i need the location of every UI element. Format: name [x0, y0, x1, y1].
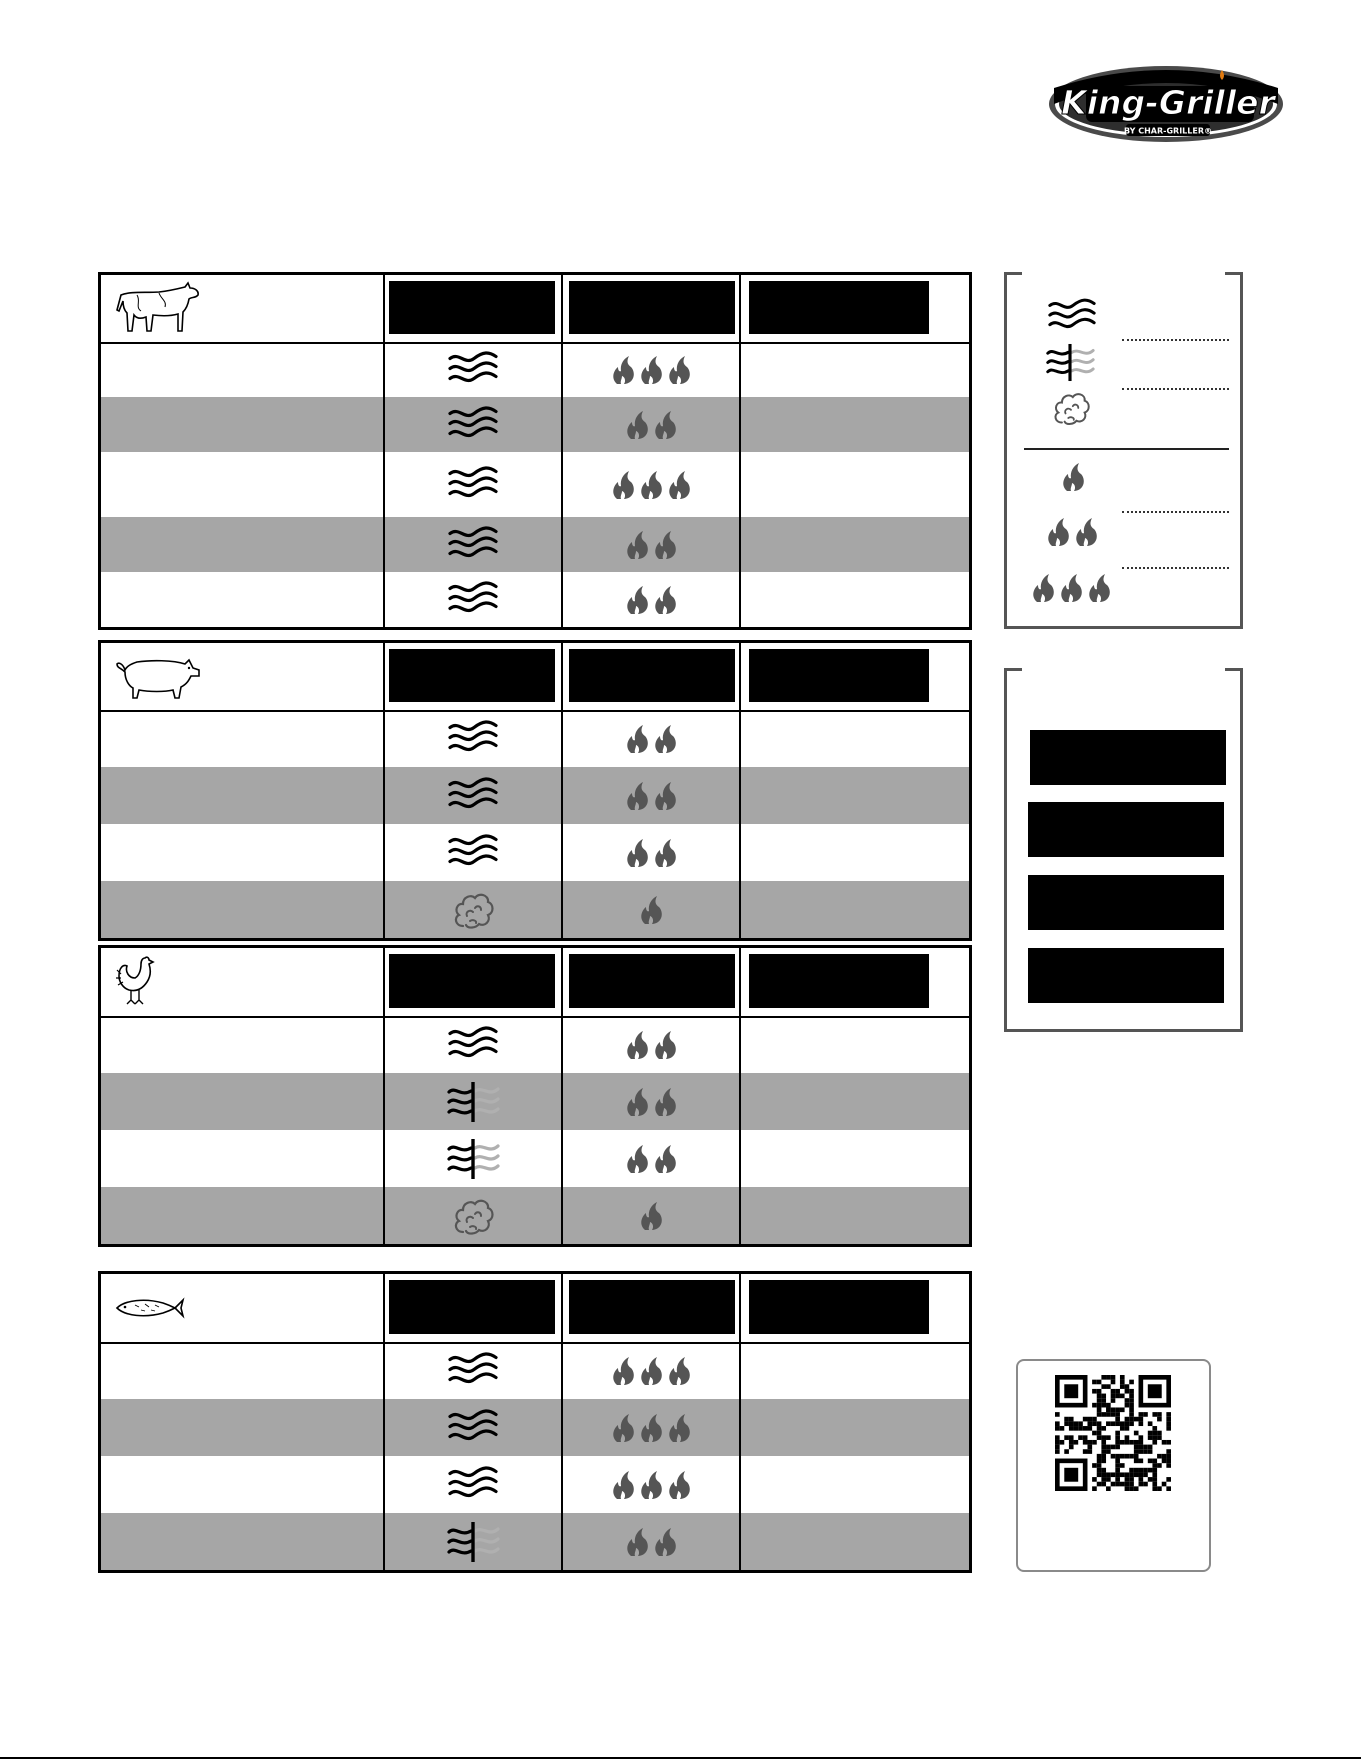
wavy-lines-icon — [384, 1399, 562, 1456]
table-row — [101, 1073, 969, 1130]
legend-dotted-line — [1122, 339, 1229, 341]
header-box-3 — [749, 1280, 929, 1334]
legend-dotted-line — [1122, 567, 1229, 569]
flame-rating-2 — [564, 710, 740, 767]
table-row — [101, 397, 969, 452]
legend-dotted-line — [1122, 511, 1229, 513]
wavy-lines-icon — [384, 342, 562, 397]
table-row — [101, 517, 969, 572]
tip-box-3 — [1028, 875, 1224, 930]
wavy-lines-icon — [384, 397, 562, 452]
flame-rating-2 — [564, 397, 740, 452]
table-row — [101, 767, 969, 824]
header-box-1 — [389, 281, 555, 334]
flame-rating-2 — [564, 572, 740, 627]
legend-divider — [1024, 448, 1229, 450]
wavy-lines-icon — [384, 767, 562, 824]
column-divider — [383, 643, 385, 938]
table-header — [101, 643, 969, 712]
tip-box-2 — [1028, 802, 1224, 857]
wavy-lines-icon — [384, 517, 562, 572]
table-row — [101, 1513, 969, 1570]
flame-rating-2 — [564, 1513, 740, 1570]
header-box-2 — [569, 649, 735, 702]
wavy-lines-icon — [384, 1456, 562, 1513]
smoke-cloud-icon — [384, 881, 562, 938]
column-divider — [561, 1274, 563, 1570]
column-divider — [739, 1274, 741, 1570]
table-header — [101, 948, 969, 1018]
wavy-lines-icon — [384, 710, 562, 767]
flame-rating-3 — [564, 452, 740, 517]
cooking-table-1 — [98, 272, 972, 630]
svg-text:King-Griller: King-Griller — [1061, 83, 1275, 122]
king-griller-logo — [1046, 58, 1286, 148]
table-row — [101, 1130, 969, 1187]
legend-panel — [1004, 272, 1243, 629]
column-divider — [739, 948, 741, 1244]
wavy-lines-icon — [384, 452, 562, 517]
legend-flame-rating-3 — [1030, 573, 1114, 603]
tips-panel — [1004, 668, 1243, 1032]
page-bottom-rule — [0, 1757, 1361, 1759]
chicken-icon — [115, 954, 161, 1015]
legend-wavy-lines-icon — [1047, 297, 1097, 340]
header-box-2 — [569, 1280, 735, 1334]
legend-half-wavy-lines-icon — [1045, 343, 1095, 387]
svg-text:BY CHAR-GRILLER®: BY CHAR-GRILLER® — [1124, 126, 1212, 136]
header-box-2 — [569, 954, 735, 1008]
header-box-3 — [749, 954, 929, 1008]
column-divider — [561, 948, 563, 1244]
half-wavy-lines-icon — [384, 1073, 562, 1130]
legend-flame-rating-1 — [1060, 462, 1088, 492]
smoke-cloud-icon — [384, 1187, 562, 1244]
legend-dotted-line — [1122, 388, 1229, 390]
column-divider — [383, 1274, 385, 1570]
flame-rating-3 — [564, 342, 740, 397]
table-row — [101, 1342, 969, 1399]
legend-smoke-cloud-icon — [1051, 388, 1091, 433]
column-divider — [561, 275, 563, 627]
table-row — [101, 342, 969, 397]
wavy-lines-icon — [384, 572, 562, 627]
header-box-2 — [569, 281, 735, 334]
cooking-table-4 — [98, 1271, 972, 1573]
flame-rating-1 — [564, 881, 740, 938]
flame-rating-1 — [564, 1187, 740, 1244]
flame-rating-2 — [564, 767, 740, 824]
wavy-lines-icon — [384, 824, 562, 881]
table-header — [101, 1274, 969, 1344]
table-row — [101, 1399, 969, 1456]
flame-rating-3 — [564, 1456, 740, 1513]
qr-code-icon[interactable] — [1055, 1375, 1171, 1491]
tip-box-1 — [1030, 730, 1226, 785]
header-box-3 — [749, 281, 929, 334]
wavy-lines-icon — [384, 1342, 562, 1399]
table-header — [101, 275, 969, 344]
column-divider — [383, 948, 385, 1244]
pig-icon — [115, 652, 201, 707]
column-divider — [739, 643, 741, 938]
table-row — [101, 1016, 969, 1073]
flame-rating-2 — [564, 517, 740, 572]
header-box-1 — [389, 954, 555, 1008]
flame-rating-3 — [564, 1399, 740, 1456]
flame-rating-2 — [564, 1073, 740, 1130]
flame-rating-2 — [564, 1016, 740, 1073]
table-row — [101, 452, 969, 517]
table-row — [101, 881, 969, 938]
header-box-3 — [749, 649, 929, 702]
flame-rating-3 — [564, 1342, 740, 1399]
tip-box-4 — [1028, 948, 1224, 1003]
wavy-lines-icon — [384, 1016, 562, 1073]
legend-flame-rating-2 — [1045, 517, 1101, 547]
column-divider — [383, 275, 385, 627]
cow-icon — [115, 281, 201, 342]
table-row — [101, 710, 969, 767]
qr-card[interactable] — [1016, 1359, 1211, 1572]
table-row — [101, 824, 969, 881]
header-box-1 — [389, 649, 555, 702]
column-divider — [561, 643, 563, 938]
cooking-table-3 — [98, 945, 972, 1247]
fish-icon — [115, 1295, 185, 1326]
half-wavy-lines-icon — [384, 1513, 562, 1570]
column-divider — [739, 275, 741, 627]
half-wavy-lines-icon — [384, 1130, 562, 1187]
header-box-1 — [389, 1280, 555, 1334]
cooking-table-2 — [98, 640, 972, 941]
table-row — [101, 1187, 969, 1244]
flame-rating-2 — [564, 1130, 740, 1187]
table-row — [101, 572, 969, 627]
table-row — [101, 1456, 969, 1513]
flame-rating-2 — [564, 824, 740, 881]
